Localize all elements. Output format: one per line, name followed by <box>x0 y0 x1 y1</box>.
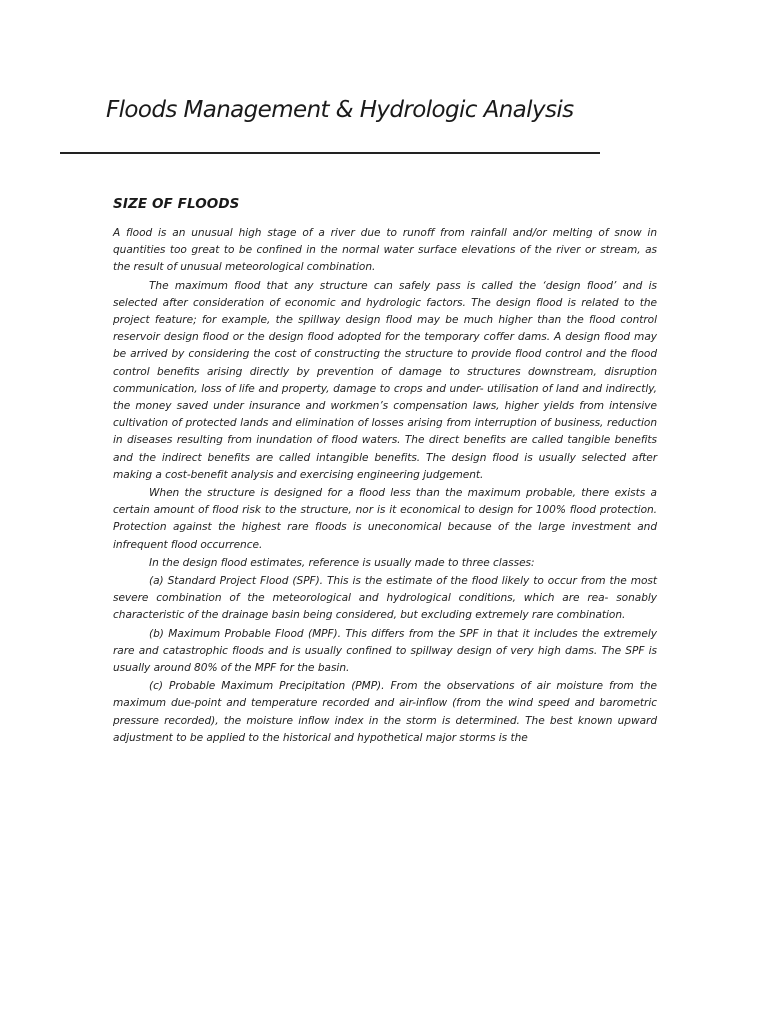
paragraph-pmp: (c) Probable Maximum Precipitation (PMP). From the observations of air moisture from the maximum due-point and temperature recorded and air-inflow (from the wind speed and barometric pressure recorded), the moisture inflow index in the storm is determined. The best known upward adjustment to be applied to the historical and hypothetical major storms is the <box>113 680 657 744</box>
paragraph-three-classes: In the design flood estimates, reference is usually made to three classes: <box>149 556 535 569</box>
title-divider <box>60 152 600 154</box>
paragraph-flood-risk: When the structure is designed for a flood less than the maximum probable, there exists a certain amount of flood risk to the structure, nor is it economical to design for 100% flood protection. Protection against the highest rare floods is uneconomical because of the large investment and infrequent flood occurrence. <box>113 487 657 551</box>
paragraph-mpf: (b) Maximum Probable Flood (MPF). This differs from the SPF in that it includes the extremely rare and catastrophic floods and is usually confined to spillway design of very high dams. The SPF is usually around 80% of the MPF for the basin. <box>113 627 657 675</box>
document-body <box>113 196 657 747</box>
page-title: Floods Management & Hydrologic Analysis <box>106 97 574 123</box>
paragraph-design-flood: The maximum flood that any structure can safely pass is called the ‘design flood’ and is selected after consideration of economic and hydrologic factors. The design flood is related to the project feature; for example, the spillway design flood may be much higher than the flood control reservoir design flood or the design flood adopted for the temporary coffer dams. A design flood may be arrived by considering the cost of constructing the structure to provide flood control and the flood control benefits arising directly by prevention of damage to structures downstream, disruption communication, loss of life and property, damage to crops and under- utilisation of land and indirectly, the money saved under insurance and workmen’s compensation laws, higher yields from intensive cultivation of protected lands and elimination of losses arising from interruption of business, reduction in diseases resulting from inundation of flood waters. The direct benefits are called tangible benefits and the indirect benefits are called intangible benefits. The design flood is usually selected after making a cost-benefit analysis and exercising engineering judgement. <box>113 279 657 481</box>
paragraph-flood-definition: A flood is an unusual high stage of a river due to runoff from rainfall and/or melting of snow in quantities too great to be confined in the normal water surface elevations of the river or stream, as the result of unusual meteorological combination. <box>113 227 657 274</box>
section-heading: SIZE OF FLOODS <box>113 196 240 212</box>
paragraph-spf: (a) Standard Project Flood (SPF). This is the estimate of the flood likely to occur from the most severe combination of the meteorological and hydrological conditions, which are rea- sonably characteristic of the drainage basin being considered, but excluding extremely rare combination. <box>113 575 657 622</box>
